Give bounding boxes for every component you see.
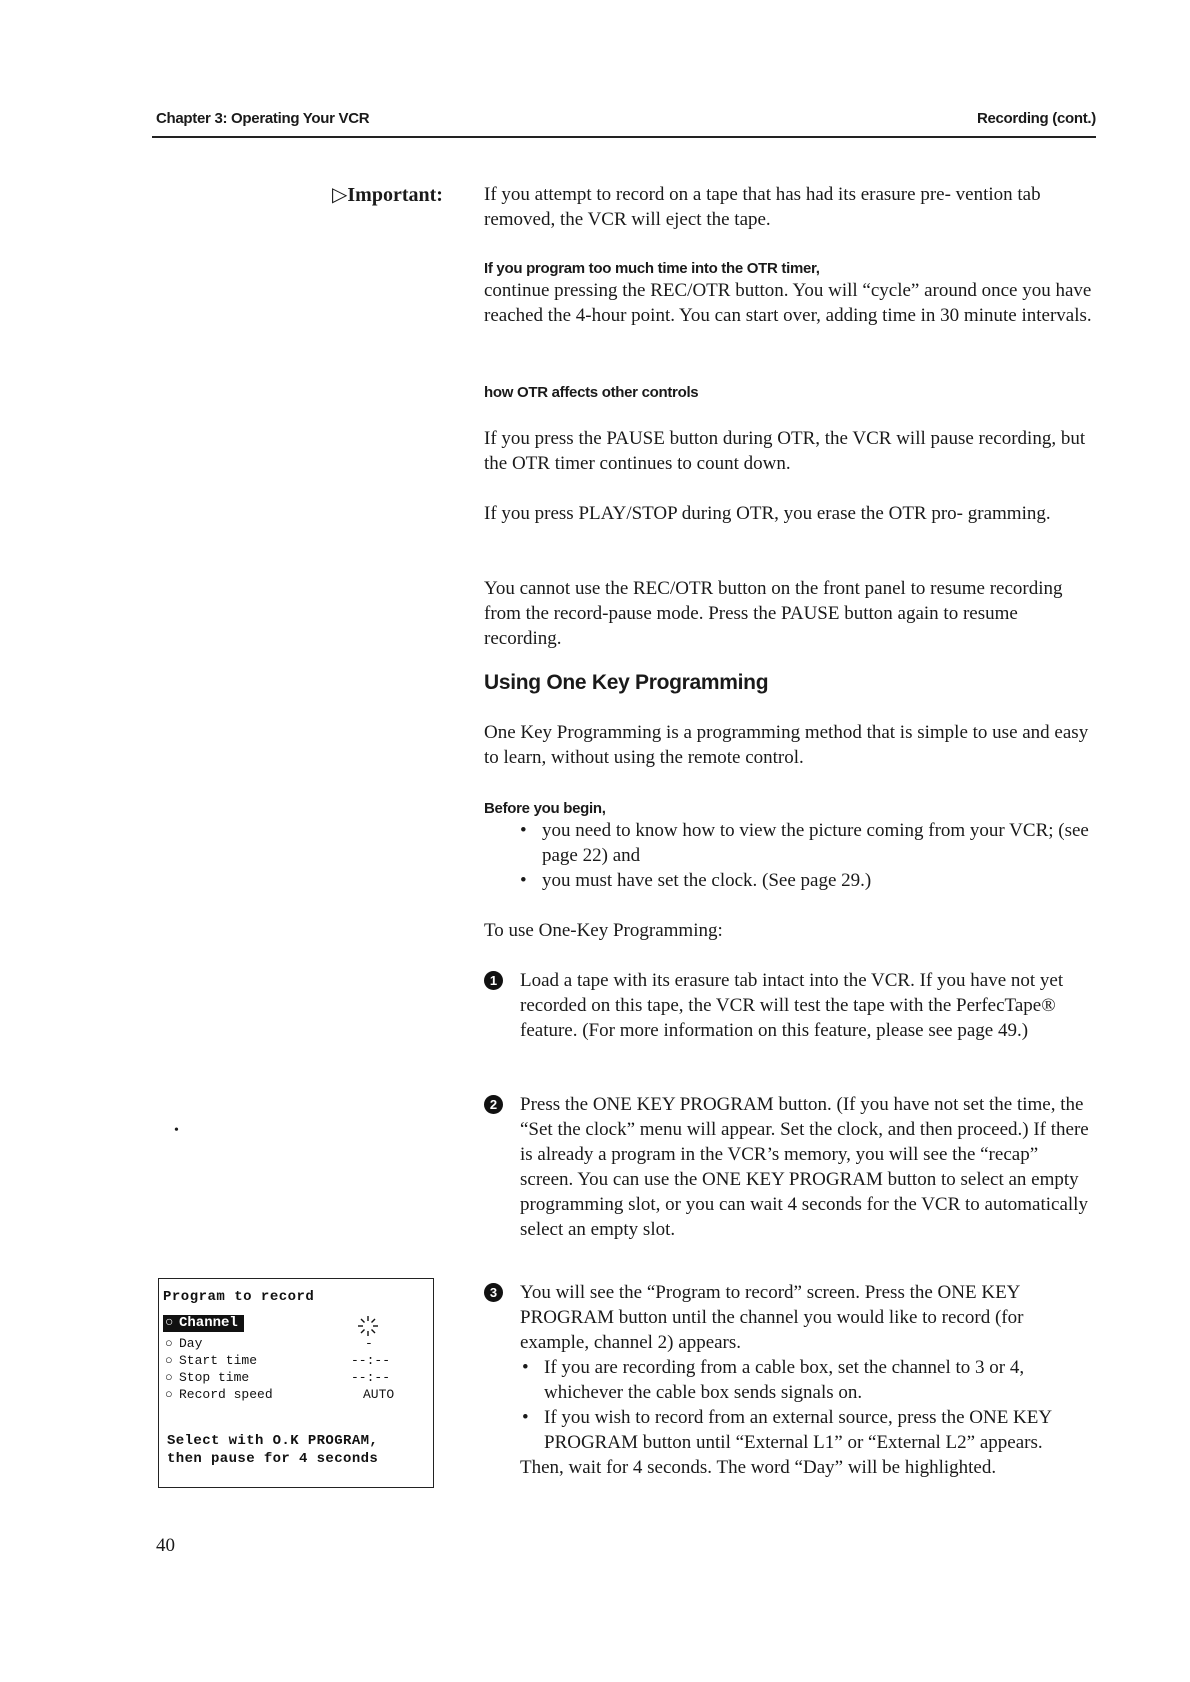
- otr-controls-para-2: If you press PLAY/STOP during OTR, you erase the OTR pro- gramming.: [484, 503, 1051, 524]
- screen-row-channel-label: Channel: [179, 1315, 238, 1331]
- before-item-2: • you must have set the clock. (See page 29.): [484, 868, 1096, 893]
- step-1: [484, 968, 1096, 1043]
- step-3-bullet-2: • If you wish to record from an external source, press the ONE KEY PROGRAM button until “External L1” or “External L2” appears.: [520, 1405, 1096, 1455]
- screen-row-record-speed: ○ Record speed AUTO: [165, 1387, 395, 1402]
- screen-row-start-time-label: Start time: [179, 1353, 258, 1368]
- otr-overflow-heading: If you program too much time into the OTR timer,: [484, 260, 820, 277]
- step-3-text: You will see the “Program to record” screen. Press the ONE KEY PROGRAM button until the channel you would like to record (for example, channel 2) appears.: [520, 1282, 1024, 1353]
- screen-row-stop-time: ○ Stop time --:--: [165, 1370, 391, 1385]
- screen-row-day-label: Day: [179, 1336, 203, 1351]
- step-1-text: Load a tape with its erasure tab intact into the VCR. If you have not yet recorded on this tape, the VCR will test the tape with the PerfecTape® feature. (For more information on this feature, please see page 49.): [520, 970, 1064, 1041]
- screen-title: Program to record: [163, 1289, 315, 1305]
- step-3-after-text: Then, wait for 4 seconds. The word “Day” will be highlighted.: [520, 1457, 997, 1478]
- screen-row-day: ○ Day -: [165, 1336, 373, 1351]
- step-3-number-icon: 3: [484, 1283, 503, 1302]
- screen-hint-line-2: then pause for 4 seconds: [167, 1451, 379, 1467]
- important-label: ▷Important:: [332, 184, 443, 206]
- stray-mark: •: [174, 1123, 179, 1138]
- step-3-bullet-1: • If you are recording from a cable box, set the channel to 3 or 4, whichever the cable box sends signals on.: [520, 1355, 1096, 1405]
- header-rule: [152, 136, 1096, 138]
- step-1-number-icon: 1: [484, 971, 503, 990]
- screen-row-start-time: ○ Start time --:--: [165, 1353, 391, 1368]
- before-heading: Before you begin,: [484, 800, 606, 817]
- step-2-text: Press the ONE KEY PROGRAM button. (If you have not set the time, the “Set the clock” menu will appear. Set the clock, and then proceed.) If there is already a program in the VCR’s memory, you will see the “recap” screen. You can use the ONE KEY PROGRAM button to select an empty programming slot, or you can wait 4 seconds for the VCR to automatically select an empty slot.: [520, 1094, 1089, 1240]
- otr-controls-para-1: If you press the PAUSE button during OTR, the VCR will pause recording, but the OTR timer continues to count down.: [484, 428, 1086, 474]
- before-item-1: • you need to know how to view the picture coming from your VCR; (see page 22) and: [484, 818, 1096, 868]
- program-to-record-screen: [158, 1278, 434, 1488]
- screen-row-record-speed-label: Record speed: [179, 1387, 273, 1402]
- otr-overflow-text: continue pressing the REC/OTR button. You will “cycle” around once you have reached the 4-hour point. You can start over, adding time in 30 minute intervals.: [484, 280, 1092, 326]
- screen-row-stop-time-label: Stop time: [179, 1370, 250, 1385]
- screen-row-channel: ○ Channel: [163, 1315, 244, 1332]
- screen-row-day-value: -: [365, 1336, 373, 1351]
- to-use-text: To use One-Key Programming:: [484, 920, 723, 941]
- step-3: [484, 1280, 1096, 1480]
- flashing-sun-icon: [357, 1315, 379, 1337]
- screen-hint-line-1: Select with O.K PROGRAM,: [167, 1433, 379, 1449]
- page-number: 40: [156, 1535, 175, 1556]
- screen-row-record-speed-value: AUTO: [363, 1387, 395, 1402]
- step-2: [484, 1092, 1096, 1242]
- step-2-number-icon: 2: [484, 1095, 503, 1114]
- one-key-intro: One Key Programming is a programming method that is simple to use and easy to learn, without using the remote control.: [484, 722, 1089, 768]
- one-key-heading: Using One Key Programming: [484, 671, 769, 694]
- otr-controls-heading: how OTR affects other controls: [484, 384, 699, 401]
- chapter-header: Chapter 3: Operating Your VCR: [156, 110, 370, 127]
- important-text: If you attempt to record on a tape that has had its erasure pre- vention tab removed, the VCR will eject the tape.: [484, 184, 1041, 230]
- screen-row-start-time-value: --:--: [351, 1353, 391, 1368]
- before-list: [484, 818, 1096, 893]
- screen-row-stop-time-value: --:--: [351, 1370, 391, 1385]
- section-header: Recording (cont.): [976, 110, 1096, 127]
- otr-controls-para-3: You cannot use the REC/OTR button on the front panel to resume recording from the record-pause mode. Press the PAUSE button again to resume recording.: [484, 578, 1063, 649]
